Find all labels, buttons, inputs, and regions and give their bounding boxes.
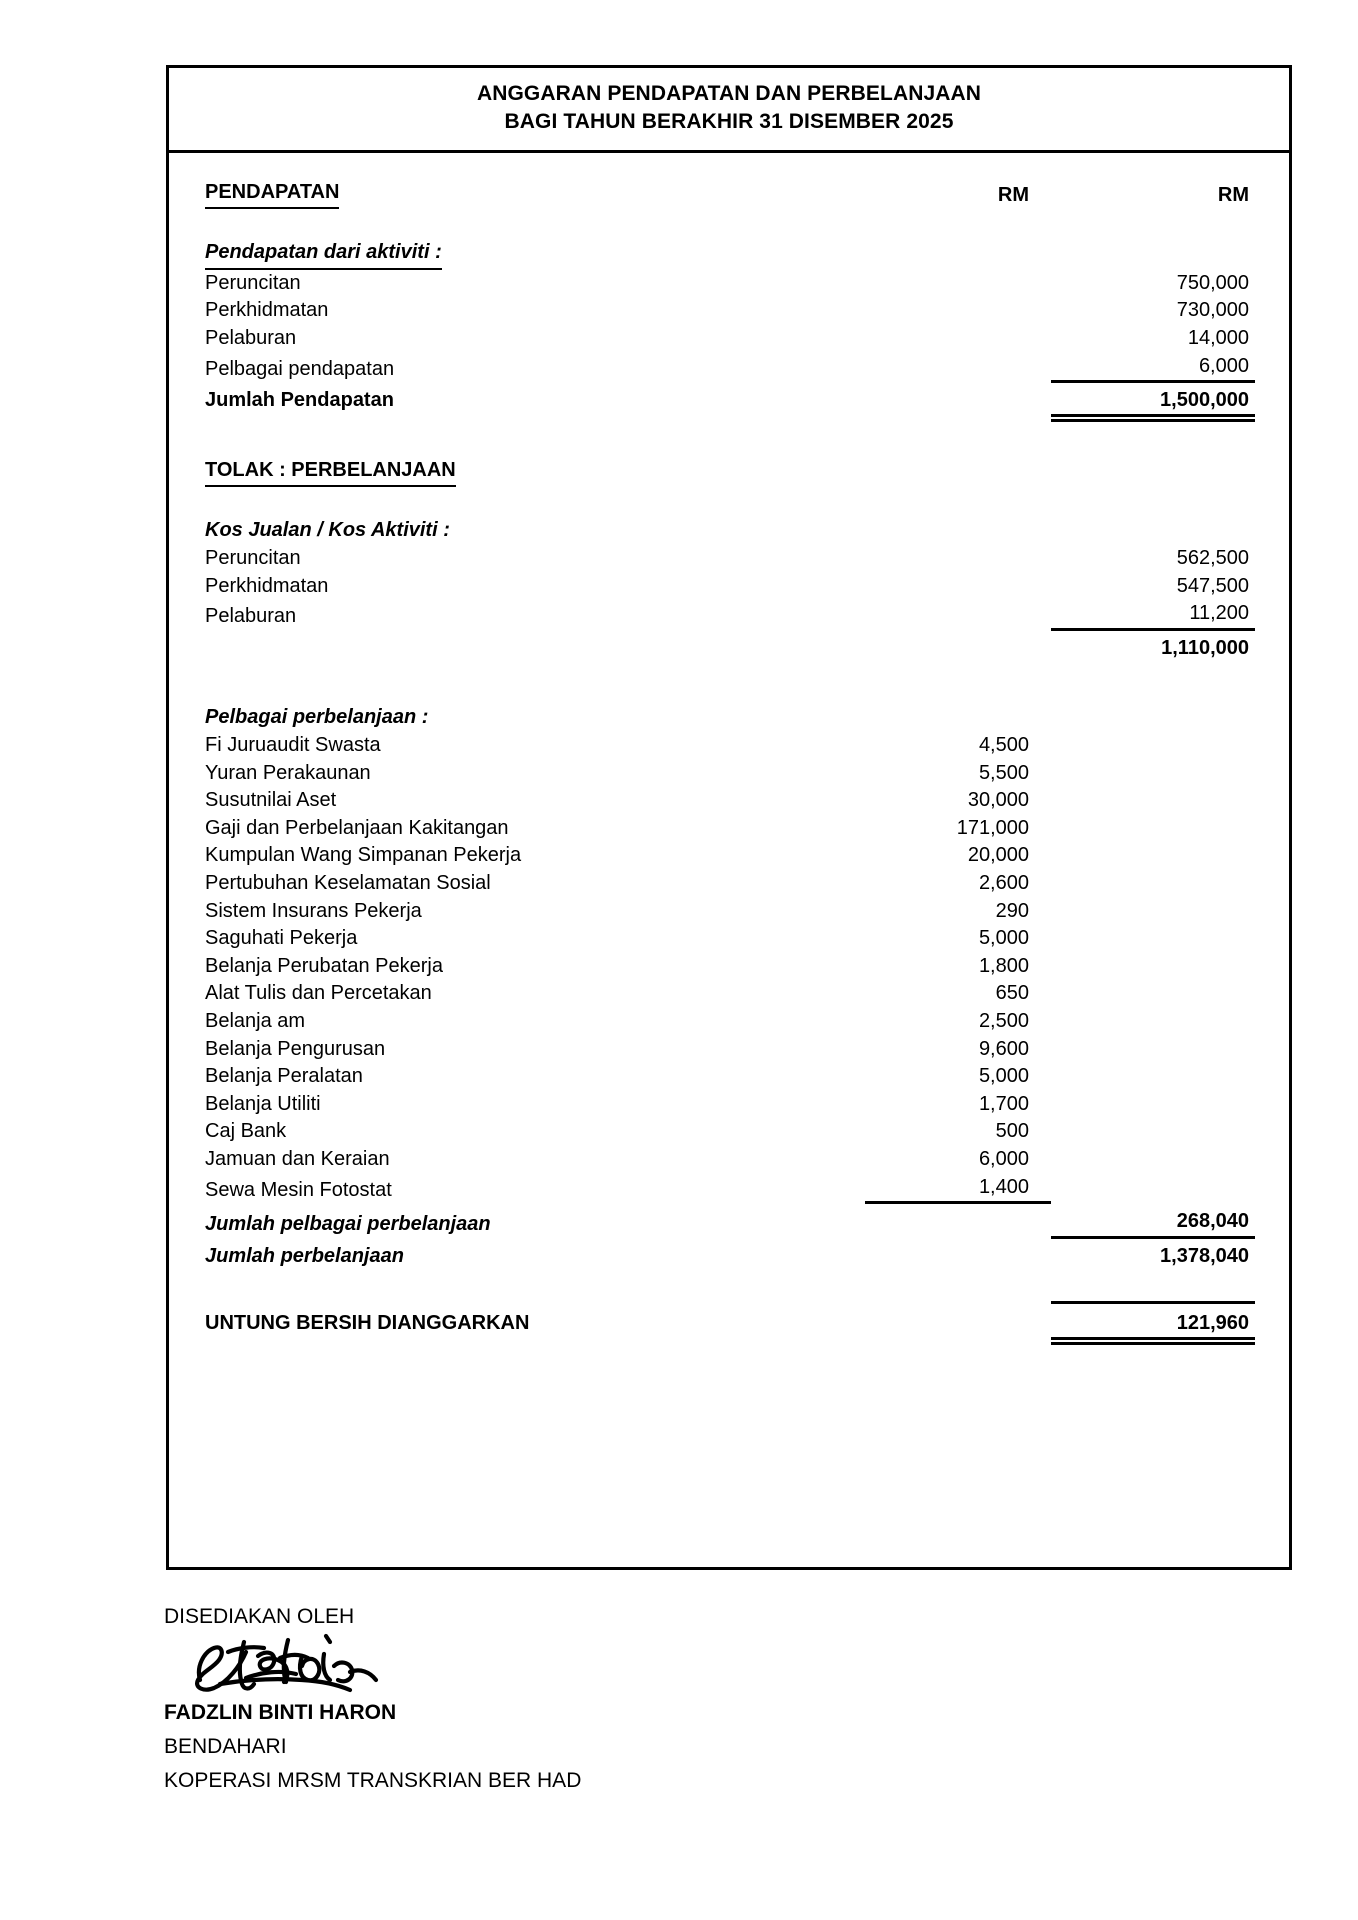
- misc-subheading-row: [205, 704, 1255, 732]
- misc-item-row: [205, 870, 1255, 898]
- misc-item-row: [205, 815, 1255, 843]
- document-title-line-2: BAGI TAHUN BERAKHIR 31 DISEMBER 2025: [504, 110, 954, 134]
- misc-item-label: Belanja Pengurusan: [205, 1037, 386, 1060]
- misc-item-row: [205, 787, 1255, 815]
- misc-item-amount: 4,500: [978, 734, 1029, 756]
- spacer: [205, 1270, 1255, 1290]
- cost-of-sales-subheading: Kos Jualan / Kos Aktiviti :: [205, 519, 450, 542]
- misc-item-label: Belanja am: [205, 1009, 306, 1032]
- statement-body: [169, 153, 1289, 1338]
- misc-item-row: [205, 898, 1255, 926]
- column-header-b: RM: [1217, 183, 1249, 206]
- income-item-label: Pelbagai pendapatan: [205, 357, 395, 380]
- expenditure-section-header-row: [205, 457, 1255, 488]
- income-item-row: [205, 325, 1255, 353]
- misc-item-amount: 5,000: [978, 1065, 1029, 1088]
- statement-box: [166, 65, 1292, 1570]
- income-item-row: [205, 297, 1255, 325]
- expenditure-total-label: Jumlah perbelanjaan: [205, 1244, 404, 1267]
- cost-of-sales-item-amount: 547,500: [1176, 574, 1249, 597]
- net-profit-amount: 121,960: [1051, 1310, 1255, 1338]
- misc-item-amount: 1,800: [978, 954, 1029, 977]
- misc-item-label: Yuran Perakaunan: [205, 761, 371, 784]
- misc-item-label: Sistem Insurans Pekerja: [205, 899, 422, 922]
- misc-total-row: [205, 1208, 1255, 1239]
- net-profit-top-rule: [1051, 1290, 1255, 1304]
- misc-item-row: [205, 732, 1255, 760]
- cost-of-sales-item-row: [205, 600, 1255, 631]
- income-total-amount: 1,500,000: [1051, 387, 1255, 415]
- income-item-row: [205, 353, 1255, 384]
- misc-item-label: Susutnilai Aset: [205, 789, 337, 812]
- misc-item-row: [205, 980, 1255, 1008]
- misc-item-amount: 171,000: [956, 816, 1029, 839]
- misc-item-label: Gaji dan Perbelanjaan Kakitangan: [205, 816, 509, 839]
- misc-item-row: [205, 1146, 1255, 1174]
- cost-of-sales-total-row: [205, 635, 1255, 663]
- cost-of-sales-total-amount: 1,110,000: [1161, 636, 1249, 659]
- misc-item-row: [205, 1036, 1255, 1064]
- misc-item-label: Sewa Mesin Fotostat: [205, 1178, 392, 1201]
- income-item-row: [205, 270, 1255, 298]
- misc-item-label: Pertubuhan Keselamatan Sosial: [205, 871, 491, 894]
- signature-block: [164, 1600, 864, 1798]
- income-section-heading-cell: [205, 179, 865, 210]
- misc-item-amount: 5,500: [978, 761, 1029, 784]
- misc-item-row: [205, 760, 1255, 788]
- spacer: [205, 662, 1255, 704]
- misc-total-amount: 268,040: [1051, 1208, 1255, 1239]
- expenditure-section-heading: TOLAK : PERBELANJAAN: [205, 457, 456, 488]
- income-item-amount: 750,000: [1176, 271, 1249, 294]
- misc-item-amount: 650: [995, 982, 1029, 1005]
- income-item-label: Peruncitan: [205, 271, 301, 294]
- income-section-heading: PENDAPATAN: [205, 179, 339, 210]
- misc-item-row: [205, 925, 1255, 953]
- income-total-label: Jumlah Pendapatan: [205, 389, 394, 412]
- signatory-name: FADZLIN BINTI HARON: [164, 1701, 397, 1724]
- signature-space: [164, 1634, 864, 1696]
- cost-of-sales-item-amount: 11,200: [1051, 600, 1255, 631]
- misc-item-label: Belanja Perubatan Pekerja: [205, 954, 443, 977]
- misc-item-amount: 1,400: [865, 1174, 1051, 1205]
- misc-item-amount: 500: [995, 1120, 1029, 1143]
- misc-item-label: Saguhati Pekerja: [205, 927, 358, 950]
- income-subheading-row: [205, 239, 1255, 270]
- misc-subheading: Pelbagai perbelanjaan :: [205, 706, 429, 729]
- cost-of-sales-item-label: Pelaburan: [205, 605, 297, 628]
- misc-item-amount: 5,000: [978, 927, 1029, 950]
- misc-item-amount: 2,500: [978, 1009, 1029, 1032]
- misc-item-row: [205, 1008, 1255, 1036]
- cost-of-sales-item-label: Peruncitan: [205, 547, 301, 570]
- cost-of-sales-item-amount: 562,500: [1176, 547, 1249, 570]
- signatory-position: BENDAHARI: [164, 1735, 287, 1758]
- misc-total-label: Jumlah pelbagai perbelanjaan: [205, 1213, 491, 1236]
- misc-item-amount: 9,600: [978, 1037, 1029, 1060]
- misc-item-label: Fi Juruaudit Swasta: [205, 734, 381, 756]
- title-block: [169, 68, 1289, 153]
- net-profit-row: [205, 1310, 1255, 1338]
- prepared-by-label: DISEDIAKAN OLEH: [164, 1605, 355, 1628]
- income-item-amount: 14,000: [1187, 327, 1249, 350]
- misc-item-label: Belanja Peralatan: [205, 1065, 363, 1088]
- misc-item-amount: 290: [995, 899, 1029, 922]
- income-item-amount: 6,000: [1051, 353, 1255, 384]
- misc-item-row: [205, 1063, 1255, 1091]
- misc-item-row: [205, 1091, 1255, 1119]
- cost-of-sales-item-label: Perkhidmatan: [205, 574, 329, 597]
- net-profit-rule-row: [205, 1290, 1255, 1304]
- misc-item-amount: 1,700: [978, 1092, 1029, 1115]
- misc-item-amount: 30,000: [967, 789, 1029, 812]
- expenditure-total-amount: 1,378,040: [1160, 1244, 1249, 1267]
- misc-item-label: Alat Tulis dan Percetakan: [205, 982, 432, 1005]
- net-profit-label: UNTUNG BERSIH DIANGGARKAN: [205, 1312, 530, 1335]
- income-section-header-row: [205, 179, 1255, 210]
- income-subheading: Pendapatan dari aktiviti :: [205, 239, 442, 270]
- document-title-line-1: ANGGARAN PENDAPATAN DAN PERBELANJAAN: [476, 82, 982, 105]
- cost-of-sales-item-row: [205, 545, 1255, 573]
- signatory-organisation: KOPERASI MRSM TRANSKRIAN BER HAD: [164, 1769, 582, 1792]
- cost-of-sales-item-row: [205, 573, 1255, 601]
- income-item-amount: 730,000: [1176, 299, 1249, 322]
- misc-item-amount: 20,000: [967, 844, 1029, 867]
- misc-item-label: Jamuan dan Keraian: [205, 1147, 390, 1170]
- misc-item-row: [205, 1174, 1255, 1205]
- misc-item-row: [205, 842, 1255, 870]
- column-header-a: RM: [997, 183, 1029, 206]
- spacer: [205, 209, 1255, 239]
- misc-item-label: Caj Bank: [205, 1120, 287, 1143]
- misc-item-row: [205, 953, 1255, 981]
- misc-item-row: [205, 1118, 1255, 1146]
- income-total-row: [205, 387, 1255, 415]
- income-item-label: Perkhidmatan: [205, 299, 329, 322]
- income-subheading-cell: [205, 239, 865, 270]
- cost-of-sales-subheading-row: [205, 517, 1255, 545]
- misc-item-amount: 2,600: [978, 871, 1029, 894]
- misc-item-amount: 6,000: [978, 1147, 1029, 1170]
- expenditure-total-row: [205, 1243, 1255, 1271]
- income-item-label: Pelaburan: [205, 327, 297, 350]
- misc-item-label: Belanja Utiliti: [205, 1092, 321, 1115]
- spacer: [205, 487, 1255, 517]
- misc-item-label: Kumpulan Wang Simpanan Pekerja: [205, 844, 522, 867]
- expenditure-section-heading-cell: [205, 457, 865, 488]
